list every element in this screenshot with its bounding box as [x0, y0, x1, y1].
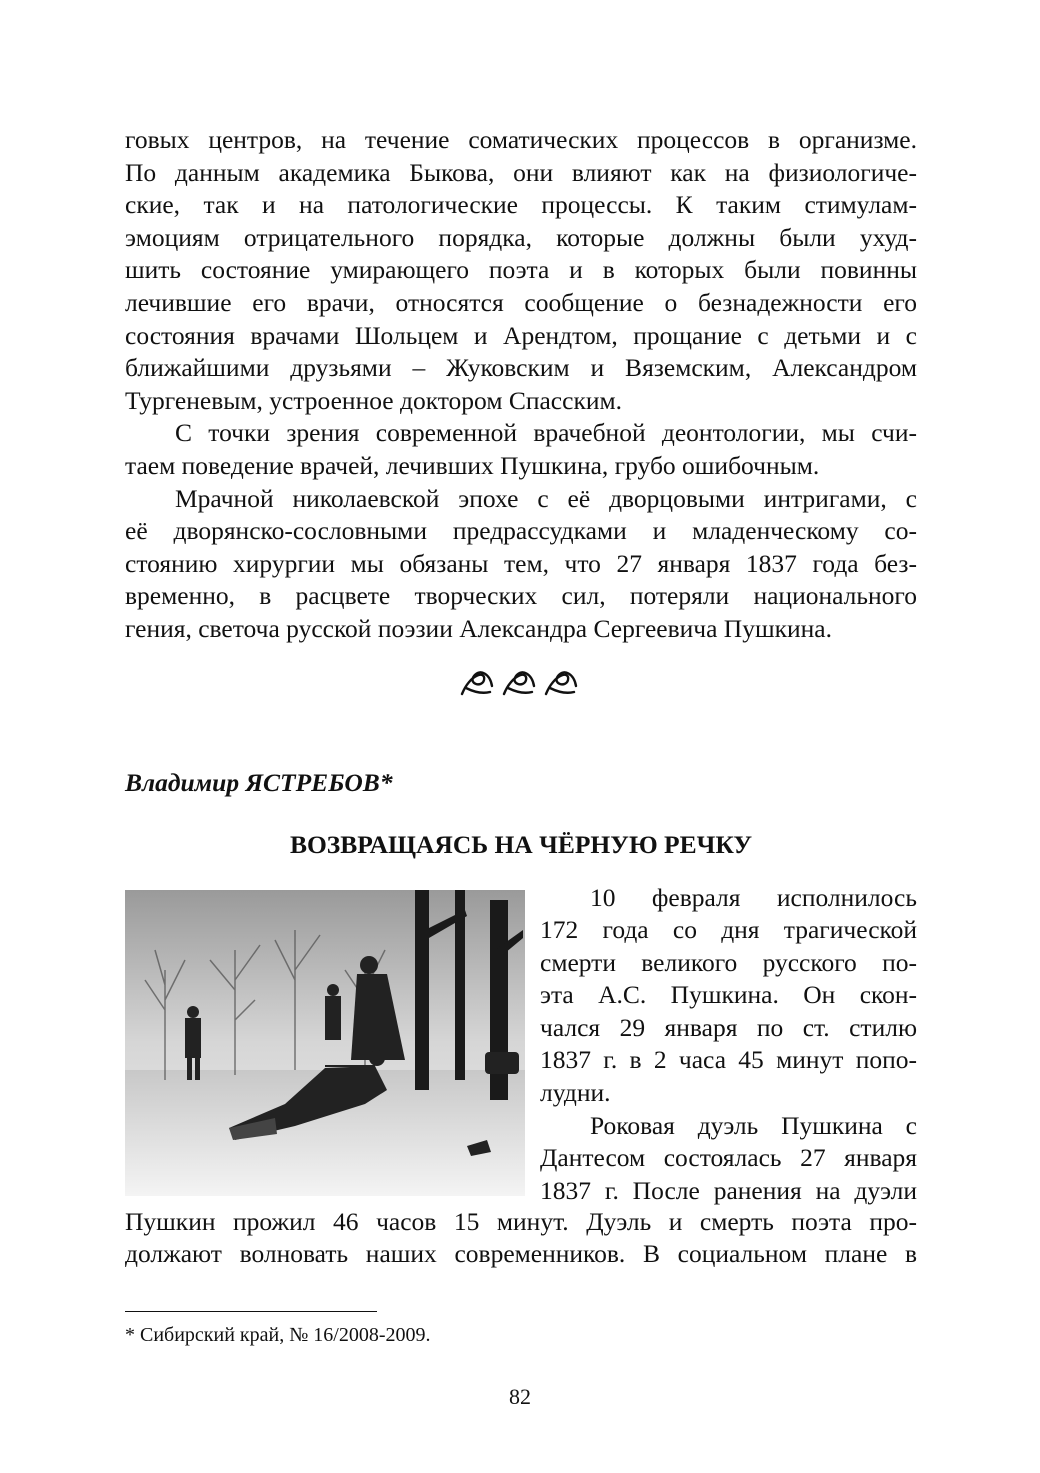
footnote-separator: [125, 1311, 377, 1312]
text-line: 10 февраля исполнилось: [590, 882, 917, 912]
text-line: 1837 г. После ранения на дуэли: [540, 1175, 917, 1205]
text-line: чался 29 января по ст. стилю: [540, 1012, 917, 1042]
text-line: С точки зрения современной врачебной деонтологии, мы счи-: [175, 418, 917, 448]
text-line: смерти великого русского по-: [540, 947, 917, 977]
footnote: * Сибирский край, № 16/2008-2009.: [125, 1324, 431, 1346]
side-paragraph-1: [540, 882, 917, 1110]
page-body: [125, 124, 917, 1271]
text-line: говых центров, на течение соматических процессов в организме.: [125, 125, 917, 154]
text-line: ближайшими друзьями – Жуковским и Вяземским, Александром: [125, 353, 917, 383]
paragraph-2: [125, 417, 917, 482]
text-line: её дворянско-сословными предрассудками и младенческому со-: [125, 516, 917, 546]
text-line: ские, так и на патологические процессы. К таким стимулам-: [125, 190, 917, 220]
text-line: шить состояние умирающего поэта и в которых были повинны: [125, 255, 917, 285]
text-line: эта А.С. Пушкина. Он скон-: [540, 980, 917, 1010]
author-name: Владимир ЯСТРЕБОВ*: [125, 767, 393, 797]
text-line: Пушкин прожил 46 часов 15 минут. Дуэль и смерть поэта про-: [125, 1206, 917, 1236]
text-line: Мрачной николаевской эпохе с её дворцовыми интригами, с: [175, 483, 917, 513]
section-divider-ornament: [125, 664, 917, 714]
text-line: 172 года со дня трагической: [540, 915, 917, 945]
text-line: Тургеневым, устроенное доктором Спасским.: [125, 385, 622, 415]
side-paragraph-2: [540, 1110, 917, 1208]
article-title: ВОЗВРАЩАЯСЬ НА ЧЁРНУЮ РЕЧКУ: [289, 829, 753, 859]
text-line: Роковая дуэль Пушкина с: [590, 1110, 917, 1140]
text-line: лудни.: [540, 1078, 611, 1108]
wrapped-text-column: [540, 882, 917, 1208]
text-line: эмоциям отрицательного порядка, которые должны были ухуд-: [125, 222, 917, 252]
text-line: должают волновать наших современников. В социальном плане в: [125, 1239, 917, 1269]
text-line: лечившие его врачи, относятся сообщение о безнадежности его: [125, 287, 917, 317]
paragraph-continuation: [125, 1206, 917, 1271]
text-line: 1837 г. в 2 часа 45 минут попо-: [540, 1045, 917, 1075]
illustrated-section: [125, 882, 917, 1206]
text-line: состояния врачами Шольцем и Арендтом, прощание с детьми и с: [125, 320, 917, 350]
text-line: гения, светоча русской поэзии Александра Сергеевича Пушкина.: [125, 613, 832, 643]
text-line: таем поведение врачей, лечивших Пушкина, грубо ошибочным.: [125, 450, 820, 480]
ornament-icon: [456, 664, 586, 704]
duel-illustration: [125, 890, 525, 1196]
page-number: 82: [509, 1384, 531, 1409]
text-line: Дантесом состоялась 27 января: [540, 1143, 917, 1173]
text-line: временно, в расцвете творческих сил, потеряли национального: [125, 581, 917, 611]
text-line: По данным академика Быкова, они влияют как на физиологиче-: [125, 157, 917, 187]
paragraph-1: [125, 124, 917, 417]
paragraph-3: [125, 483, 917, 646]
duel-engraving-image: [125, 890, 525, 1196]
text-line: стоянию хирургии мы обязаны тем, что 27 января 1837 года без-: [125, 548, 917, 578]
